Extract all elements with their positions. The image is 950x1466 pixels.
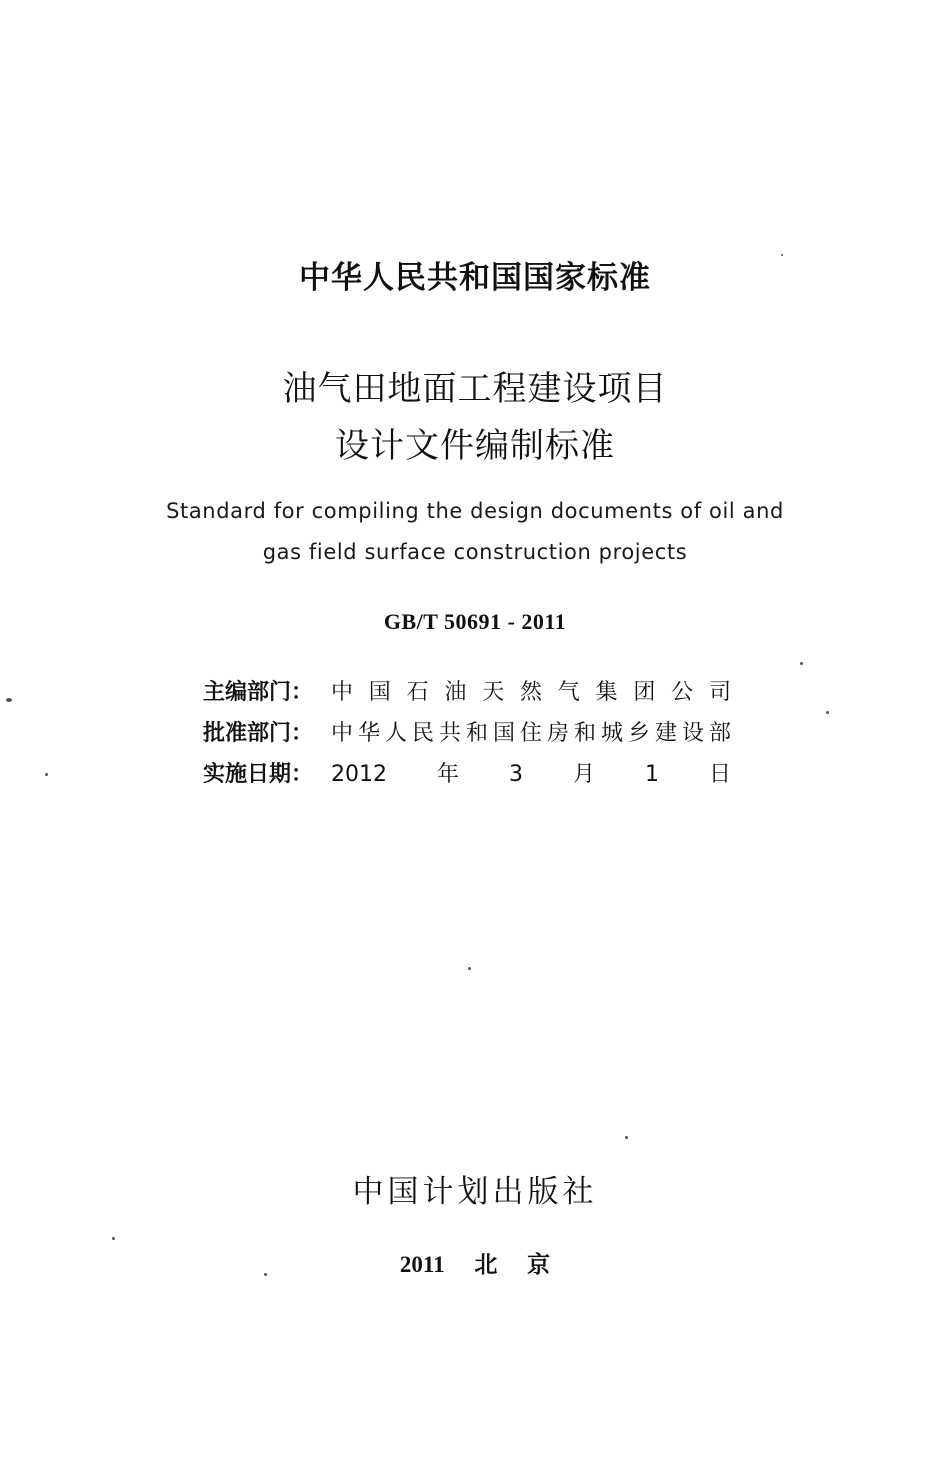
scan-speck [112, 1237, 115, 1240]
scan-speck [625, 1136, 628, 1139]
editor-row [203, 680, 733, 706]
editor-value: 中国石油天然气集团公司 [331, 680, 731, 705]
document-title-en-line2: gas field surface construction projects [262, 540, 688, 564]
effective-date-row [203, 762, 733, 788]
scan-speck [468, 967, 471, 970]
effective-date-value: 2012年3月1日 [331, 762, 731, 787]
scan-speck [45, 773, 48, 776]
publication-place-year: 2011 北 京 [399, 1252, 551, 1277]
publisher-name: 中国计划出版社 [352, 1174, 598, 1210]
scan-speck [264, 1273, 267, 1276]
editor-label: 主编部门： [203, 680, 314, 705]
scan-speck [6, 698, 12, 702]
effective-date-label: 实施日期： [203, 762, 314, 787]
document-title-en-line1: Standard for compiling the design documents of oil and [166, 499, 784, 523]
standard-code: GB/T 50691 - 2011 [383, 609, 567, 634]
scan-speck [781, 254, 783, 256]
approver-value: 中华人民共和国住房和城乡建设部 [331, 721, 731, 746]
scan-speck [800, 662, 803, 665]
approver-row [203, 721, 733, 747]
document-title-zh-line1: 油气田地面工程建设项目 [282, 369, 668, 409]
document-title-zh-line2: 设计文件编制标准 [335, 426, 615, 466]
scan-speck [826, 711, 829, 714]
approver-label: 批准部门： [203, 721, 314, 746]
national-standard-heading: 中华人民共和国国家标准 [299, 260, 651, 296]
